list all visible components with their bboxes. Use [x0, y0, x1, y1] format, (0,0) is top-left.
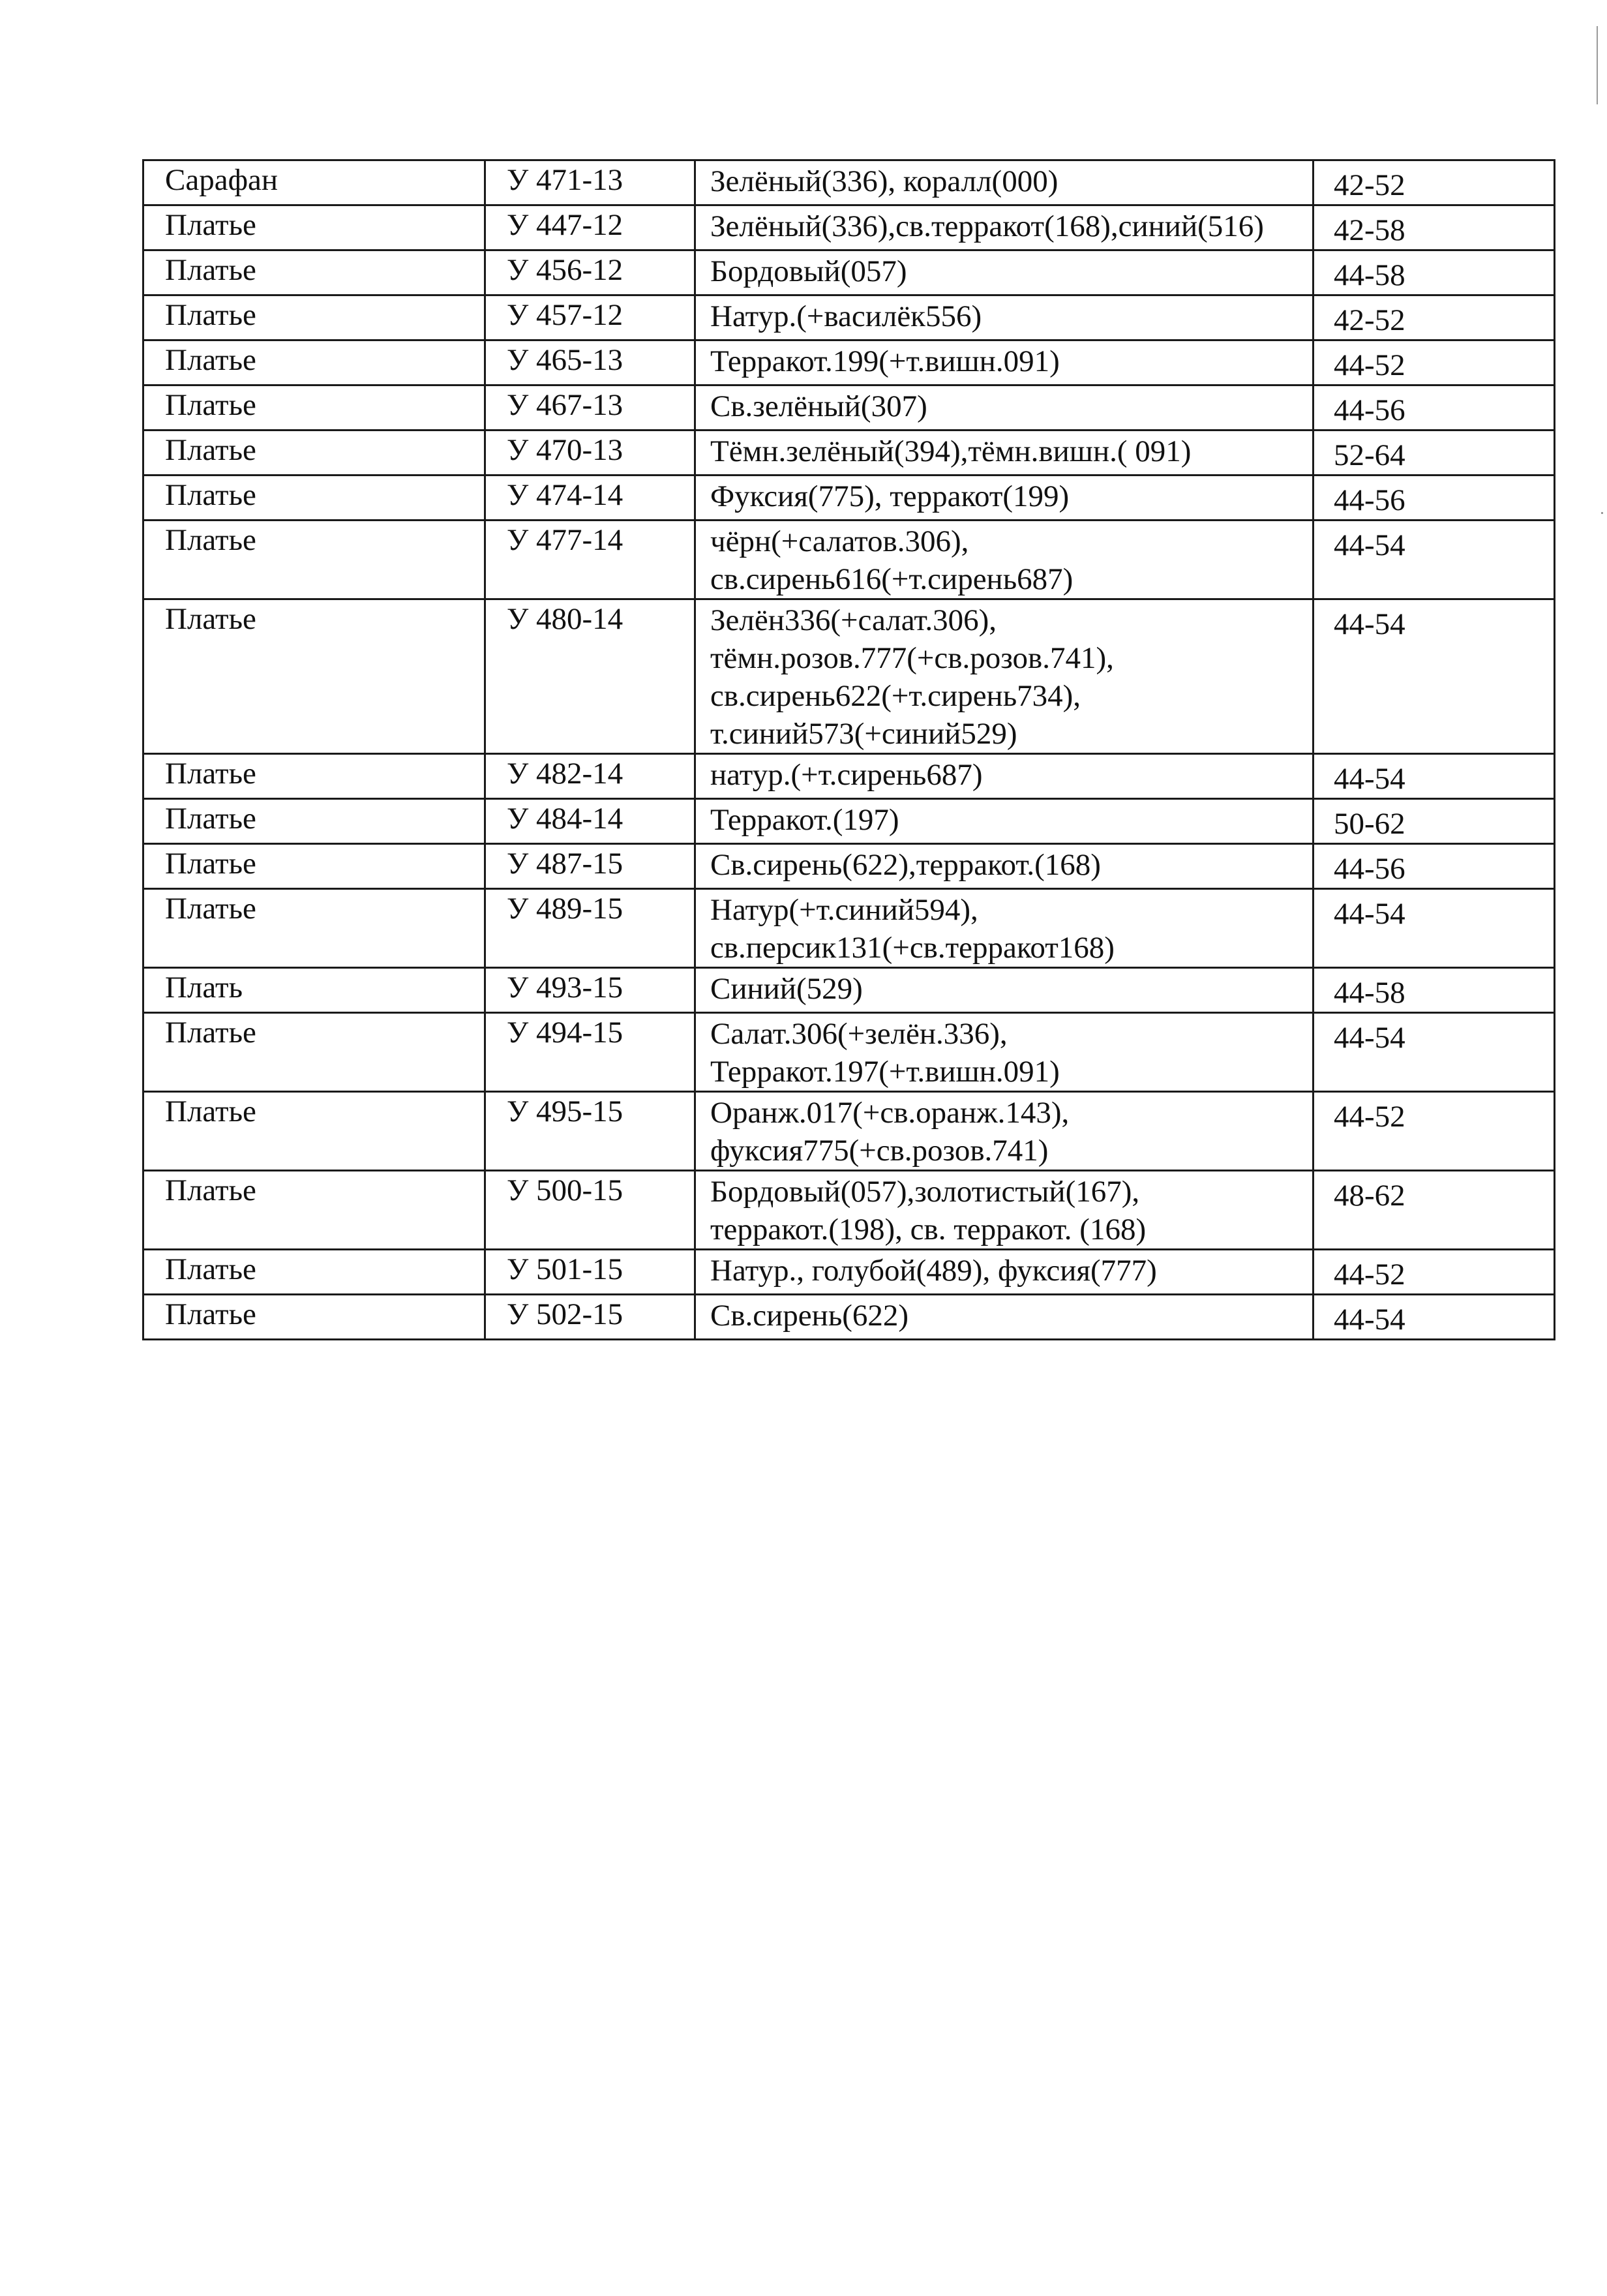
table-row [143, 205, 1555, 250]
article-number-cell: У 447-12 [485, 205, 695, 250]
scan-edge-line [1597, 26, 1598, 104]
product-type-cell: Платье [143, 889, 485, 968]
color-line: Натур(+т.синий594), [710, 893, 978, 927]
color-line: Зелёный(336),св.терракот(168),синий(516) [710, 209, 1264, 243]
size-range-cell: 50-62 [1314, 799, 1555, 844]
product-type-cell: Платье [143, 250, 485, 295]
size-range-cell: 44-56 [1314, 385, 1555, 430]
color-line: Зелён336(+салат.306), [710, 603, 997, 637]
article-number-cell: У 487-15 [485, 844, 695, 889]
table-row [143, 754, 1555, 799]
table-row [143, 160, 1555, 205]
size-range-cell: 42-52 [1314, 160, 1555, 205]
product-type-cell: Платье [143, 385, 485, 430]
colors-cell [695, 1013, 1314, 1092]
product-type-cell: Платье [143, 1295, 485, 1340]
colors-cell [695, 1092, 1314, 1171]
article-number-cell: У 493-15 [485, 968, 695, 1013]
product-type-cell: Платье [143, 205, 485, 250]
table-row [143, 844, 1555, 889]
size-range-cell: 44-54 [1314, 1295, 1555, 1340]
table-row [143, 1295, 1555, 1340]
product-type-cell: Платье [143, 1013, 485, 1092]
product-table-body [143, 160, 1555, 1340]
product-type-cell: Сарафан [143, 160, 485, 205]
article-number-cell: У 465-13 [485, 340, 695, 385]
size-range-cell: 44-52 [1314, 340, 1555, 385]
colors-cell [695, 295, 1314, 340]
size-range-cell: 44-58 [1314, 250, 1555, 295]
article-number-cell: У 489-15 [485, 889, 695, 968]
table-row [143, 250, 1555, 295]
product-type-cell: Плать [143, 968, 485, 1013]
colors-cell [695, 889, 1314, 968]
color-line: т.синий573(+синий529) [710, 717, 1017, 751]
color-line: фуксия775(+св.розов.741) [710, 1134, 1049, 1168]
color-line: Св.зелёный(307) [710, 389, 927, 423]
color-line: св.сирень616(+т.сирень687) [710, 562, 1074, 596]
colors-cell [695, 844, 1314, 889]
colors-cell [695, 430, 1314, 476]
table-row [143, 340, 1555, 385]
article-number-cell: У 500-15 [485, 1171, 695, 1250]
article-number-cell: У 456-12 [485, 250, 695, 295]
product-type-cell: Платье [143, 799, 485, 844]
color-line: Тёмн.зелёный(394),тёмн.вишн.( 091) [710, 434, 1192, 468]
table-row [143, 799, 1555, 844]
color-line: св.сирень622(+т.сирень734), [710, 679, 1081, 713]
colors-cell [695, 160, 1314, 205]
color-line: натур.(+т.сирень687) [710, 758, 983, 792]
size-range-cell: 44-52 [1314, 1092, 1555, 1171]
colors-cell [695, 340, 1314, 385]
product-type-cell: Платье [143, 1250, 485, 1295]
size-range-cell: 52-64 [1314, 430, 1555, 476]
size-range-cell: 42-52 [1314, 295, 1555, 340]
size-range-cell: 44-54 [1314, 889, 1555, 968]
colors-cell [695, 1171, 1314, 1250]
product-type-cell: Платье [143, 599, 485, 754]
color-line: Бордовый(057),золотистый(167), [710, 1175, 1140, 1209]
color-line: св.персик131(+св.терракот168) [710, 931, 1115, 965]
colors-cell [695, 754, 1314, 799]
colors-cell [695, 599, 1314, 754]
color-line: Натур.(+василёк556) [710, 299, 982, 333]
table-row [143, 1092, 1555, 1171]
table-row [143, 430, 1555, 476]
colors-cell [695, 205, 1314, 250]
table-row [143, 968, 1555, 1013]
colors-cell [695, 799, 1314, 844]
article-number-cell: У 494-15 [485, 1013, 695, 1092]
size-range-cell: 44-54 [1314, 754, 1555, 799]
table-row [143, 295, 1555, 340]
table-row [143, 599, 1555, 754]
size-range-cell: 44-52 [1314, 1250, 1555, 1295]
color-line: Терракот.(197) [710, 803, 899, 837]
product-type-cell: Платье [143, 1092, 485, 1171]
article-number-cell: У 471-13 [485, 160, 695, 205]
product-table [142, 159, 1555, 1340]
color-line: Терракот.197(+т.вишн.091) [710, 1055, 1060, 1089]
colors-cell [695, 968, 1314, 1013]
article-number-cell: У 495-15 [485, 1092, 695, 1171]
color-line: Св.сирень(622),терракот.(168) [710, 848, 1101, 882]
table-row [143, 476, 1555, 521]
color-line: чёрн(+салатов.306), [710, 524, 969, 558]
colors-cell [695, 250, 1314, 295]
table-row [143, 521, 1555, 599]
size-range-cell: 44-56 [1314, 476, 1555, 521]
color-line: Натур., голубой(489), фуксия(777) [710, 1254, 1157, 1288]
article-number-cell: У 484-14 [485, 799, 695, 844]
product-type-cell: Платье [143, 295, 485, 340]
table-row [143, 1250, 1555, 1295]
article-number-cell: У 501-15 [485, 1250, 695, 1295]
colors-cell [695, 385, 1314, 430]
size-range-cell: 42-58 [1314, 205, 1555, 250]
size-range-cell: 44-54 [1314, 1013, 1555, 1092]
colors-cell [695, 476, 1314, 521]
color-line: Синий(529) [710, 972, 863, 1006]
article-number-cell: У 457-12 [485, 295, 695, 340]
article-number-cell: У 474-14 [485, 476, 695, 521]
article-number-cell: У 502-15 [485, 1295, 695, 1340]
size-range-cell: 44-58 [1314, 968, 1555, 1013]
table-row [143, 1013, 1555, 1092]
colors-cell [695, 1295, 1314, 1340]
colors-cell [695, 1250, 1314, 1295]
size-range-cell: 44-56 [1314, 844, 1555, 889]
color-line: Оранж.017(+св.оранж.143), [710, 1096, 1070, 1130]
table-row [143, 889, 1555, 968]
color-line: Св.сирень(622) [710, 1299, 909, 1333]
scan-edge-dot [1601, 512, 1603, 514]
color-line: Фуксия(775), терракот(199) [710, 479, 1070, 513]
color-line: Бордовый(057) [710, 254, 907, 288]
color-line: терракот.(198), св. терракот. (168) [710, 1213, 1147, 1246]
table-row [143, 385, 1555, 430]
table-row [143, 1171, 1555, 1250]
color-line: Терракот.199(+т.вишн.091) [710, 344, 1060, 378]
colors-cell [695, 521, 1314, 599]
article-number-cell: У 477-14 [485, 521, 695, 599]
product-type-cell: Платье [143, 476, 485, 521]
size-range-cell: 44-54 [1314, 521, 1555, 599]
product-type-cell: Платье [143, 521, 485, 599]
product-type-cell: Платье [143, 1171, 485, 1250]
size-range-cell: 48-62 [1314, 1171, 1555, 1250]
color-line: Зелёный(336), коралл(000) [710, 164, 1059, 198]
product-type-cell: Платье [143, 754, 485, 799]
article-number-cell: У 482-14 [485, 754, 695, 799]
article-number-cell: У 467-13 [485, 385, 695, 430]
size-range-cell: 44-54 [1314, 599, 1555, 754]
color-line: тёмн.розов.777(+св.розов.741), [710, 641, 1114, 675]
product-type-cell: Платье [143, 340, 485, 385]
article-number-cell: У 470-13 [485, 430, 695, 476]
product-type-cell: Платье [143, 844, 485, 889]
color-line: Салат.306(+зелён.336), [710, 1017, 1008, 1051]
article-number-cell: У 480-14 [485, 599, 695, 754]
product-type-cell: Платье [143, 430, 485, 476]
